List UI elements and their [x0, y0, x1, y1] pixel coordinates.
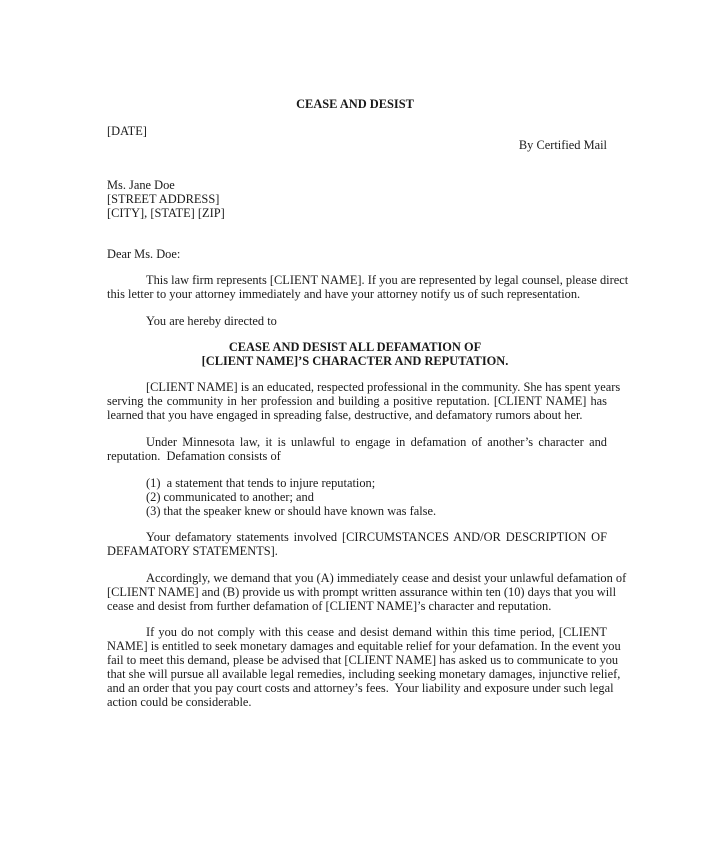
paragraph-line: Your defamatory statements involved [CIRCUMSTANCES AND/OR DESCRIPTION OF: [146, 530, 607, 544]
paragraph-line: If you do not comply with this cease and desist demand within this time period, [CLIENT: [146, 625, 607, 639]
list-item: (2) communicated to another; and: [146, 490, 314, 504]
letter-title: CEASE AND DESIST: [296, 97, 414, 111]
paragraph-line: action could be considerable.: [107, 695, 252, 709]
paragraph-line: Accordingly, we demand that you (A) immediately cease and desist your unlawful defamation of: [146, 571, 627, 585]
paragraph-law: [107, 435, 607, 463]
salutation: Dear Ms. Doe:: [107, 247, 181, 261]
paragraph-line: this letter to your attorney immediately and have your attorney notify us of such representation.: [107, 287, 581, 301]
demand-heading-line: [CLIENT NAME]’S CHARACTER AND REPUTATION.: [201, 354, 509, 368]
paragraph-client-background: [107, 380, 621, 422]
paragraph-line: DEFAMATORY STATEMENTS].: [107, 544, 278, 558]
date-line: [DATE]: [107, 124, 147, 138]
recipient-name: Ms. Jane Doe: [107, 178, 175, 192]
paragraph-line: NAME] is entitled to seek monetary damages and equitable relief for your defamation. In the event you: [107, 639, 621, 653]
recipient-city: [CITY], [STATE] [ZIP]: [107, 206, 225, 220]
list-item: (3) that the speaker knew or should have known was false.: [146, 504, 437, 518]
paragraph-line: learned that you have engaged in spreading false, destructive, and defamatory rumors about her.: [107, 408, 583, 422]
list-item: (1) a statement that tends to injure reputation;: [146, 476, 376, 490]
paragraph-line: and an order that you pay court costs and attorney’s fees. Your liability and exposure under such legal: [107, 681, 614, 695]
paragraph-line: [CLIENT NAME] is an educated, respected professional in the community. She has spent years: [146, 380, 621, 394]
recipient-street: [STREET ADDRESS]: [107, 192, 220, 206]
paragraph-line: reputation. Defamation consists of: [107, 449, 281, 463]
paragraph-line: fail to meet this demand, please be advised that [CLIENT NAME] has asked us to communicate to you: [107, 653, 619, 667]
paragraph-line: serving the community in her profession and building a positive reputation. [CLIENT NAME] has: [107, 394, 607, 408]
paragraph-line: This law firm represents [CLIENT NAME]. If you are represented by legal counsel, please direct: [146, 273, 629, 287]
paragraph-demand: [107, 571, 627, 613]
demand-heading-line: CEASE AND DESIST ALL DEFAMATION OF: [228, 340, 482, 354]
paragraph-consequences: [107, 625, 621, 709]
demand-heading: [0, 340, 710, 368]
paragraph-directive: You are hereby directed to: [146, 314, 277, 328]
paragraph-line: Under Minnesota law, it is unlawful to engage in defamation of another’s character and: [146, 435, 607, 449]
paragraph-statements: [107, 530, 607, 558]
paragraph-line: that she will pursue all available legal remedies, including seeking monetary damages, injunctive relief,: [107, 667, 621, 681]
paragraph-line: [CLIENT NAME] and (B) provide us with prompt written assurance within ten (10) days that you will: [107, 585, 617, 599]
paragraph-line: cease and desist from further defamation of [CLIENT NAME]’s character and reputation.: [107, 599, 552, 613]
defamation-elements-list: [146, 476, 436, 518]
paragraph-representation: [107, 273, 629, 301]
delivery-method: By Certified Mail: [518, 138, 607, 152]
